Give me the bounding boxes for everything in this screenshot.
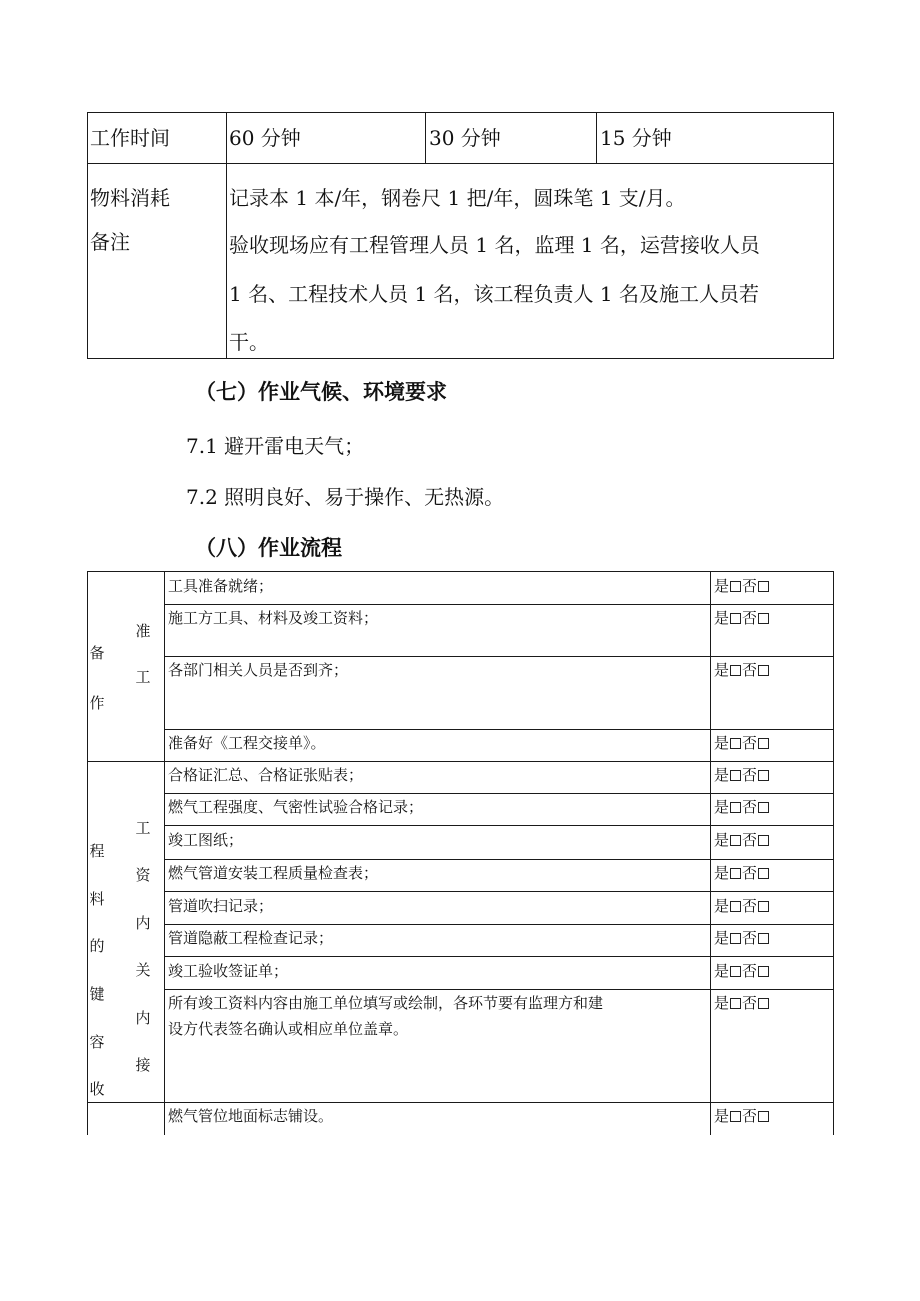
yes-no-option <box>714 661 770 679</box>
check-item: 准备好《工程交接单》。 <box>168 734 326 752</box>
no-checkbox[interactable] <box>758 901 769 912</box>
group2-label-col1-1: 程 <box>89 842 105 860</box>
group2-label-col2-1: 工 <box>135 819 151 837</box>
yes-no-option <box>714 962 770 980</box>
check-item: 燃气管位地面标志铺设。 <box>168 1107 334 1125</box>
check-item: 燃气工程强度、气密性试验合格记录； <box>168 798 424 816</box>
yes-label: 是 <box>714 798 730 816</box>
group2-label-col2-2: 资 <box>135 866 151 884</box>
group2-label-col2-5: 内 <box>135 1009 151 1027</box>
no-checkbox[interactable] <box>758 868 769 879</box>
row-label-remarks: 备注 <box>90 230 130 254</box>
no-checkbox[interactable] <box>758 1111 769 1122</box>
yes-checkbox[interactable] <box>730 738 741 749</box>
no-label: 否 <box>742 661 758 679</box>
remarks-line-3: 干。 <box>229 330 269 354</box>
yes-label: 是 <box>714 831 730 849</box>
no-checkbox[interactable] <box>758 770 769 781</box>
section-7-item-1: 7.1 避开雷电天气； <box>186 434 365 458</box>
no-checkbox[interactable] <box>758 581 769 592</box>
row-label-materials: 物料消耗 <box>90 186 170 210</box>
check-item: 竣工图纸； <box>168 831 244 849</box>
no-label: 否 <box>742 929 758 947</box>
yes-checkbox[interactable] <box>730 802 741 813</box>
section-7-heading: （七）作业气候、环境要求 <box>195 380 447 404</box>
group1-label-col2-2: 工 <box>135 668 151 686</box>
yes-no-option <box>714 609 770 627</box>
check-item: 各部门相关人员是否到齐； <box>168 661 349 679</box>
no-label: 否 <box>742 577 758 595</box>
no-checkbox[interactable] <box>758 613 769 624</box>
yes-checkbox[interactable] <box>730 613 741 624</box>
no-label: 否 <box>742 798 758 816</box>
check-item: 竣工验收签证单； <box>168 962 289 980</box>
yes-label: 是 <box>714 897 730 915</box>
check-item-line-1: 所有竣工资料内容由施工单位填写或绘制，各环节要有监理方和建 <box>168 994 604 1012</box>
remarks-line-2: 1 名、工程技术人员 1 名，该工程负责人 1 名及施工人员若 <box>229 282 759 306</box>
work-time-value-1: 60 分钟 <box>229 126 301 150</box>
yes-checkbox[interactable] <box>730 1111 741 1122</box>
no-label: 否 <box>742 962 758 980</box>
yes-label: 是 <box>714 1107 730 1125</box>
yes-label: 是 <box>714 661 730 679</box>
group2-label-col1-5: 容 <box>89 1033 105 1051</box>
no-checkbox[interactable] <box>758 933 769 944</box>
no-checkbox[interactable] <box>758 998 769 1009</box>
yes-label: 是 <box>714 609 730 627</box>
no-checkbox[interactable] <box>758 738 769 749</box>
no-checkbox[interactable] <box>758 966 769 977</box>
group2-label-col2-3: 内 <box>135 914 151 932</box>
yes-no-option <box>714 734 770 752</box>
yes-no-option <box>714 766 770 784</box>
group2-label-col1-6: 收 <box>89 1080 105 1098</box>
no-label: 否 <box>742 831 758 849</box>
yes-label: 是 <box>714 929 730 947</box>
yes-checkbox[interactable] <box>730 901 741 912</box>
yes-checkbox[interactable] <box>730 868 741 879</box>
yes-label: 是 <box>714 962 730 980</box>
yes-checkbox[interactable] <box>730 770 741 781</box>
row-label-work-time: 工作时间 <box>90 126 170 150</box>
group2-label-col2-6: 接 <box>135 1056 151 1074</box>
no-checkbox[interactable] <box>758 665 769 676</box>
yes-label: 是 <box>714 577 730 595</box>
group1-label-col2-1: 准 <box>135 622 151 640</box>
check-item: 工具准备就绪； <box>168 577 274 595</box>
yes-label: 是 <box>714 864 730 882</box>
group1-label-col1-1: 备 <box>89 644 105 662</box>
yes-no-option <box>714 994 770 1012</box>
check-item: 燃气管道安装工程质量检查表； <box>168 864 379 882</box>
yes-no-option <box>714 1107 770 1125</box>
remarks-line-1: 验收现场应有工程管理人员 1 名，监理 1 名，运营接收人员 <box>229 233 760 257</box>
yes-checkbox[interactable] <box>730 581 741 592</box>
no-label: 否 <box>742 897 758 915</box>
yes-label: 是 <box>714 734 730 752</box>
yes-no-option <box>714 864 770 882</box>
group2-label-col2-4: 关 <box>135 961 151 979</box>
yes-no-option <box>714 897 770 915</box>
check-item-line-2: 设方代表签名确认或相应单位盖章。 <box>168 1020 409 1038</box>
no-checkbox[interactable] <box>758 835 769 846</box>
yes-no-option <box>714 798 770 816</box>
yes-no-option <box>714 577 770 595</box>
yes-label: 是 <box>714 994 730 1012</box>
yes-checkbox[interactable] <box>730 665 741 676</box>
section-7-item-2: 7.2 照明良好、易于操作、无热源。 <box>186 485 505 509</box>
check-item: 管道隐蔽工程检查记录； <box>168 929 334 947</box>
yes-checkbox[interactable] <box>730 933 741 944</box>
check-item: 合格证汇总、合格证张贴表； <box>168 766 364 784</box>
no-label: 否 <box>742 766 758 784</box>
no-label: 否 <box>742 1107 758 1125</box>
yes-no-option <box>714 831 770 849</box>
yes-checkbox[interactable] <box>730 966 741 977</box>
group2-label-col1-3: 的 <box>89 937 105 955</box>
no-label: 否 <box>742 609 758 627</box>
check-item: 施工方工具、材料及竣工资料； <box>168 609 379 627</box>
section-8-heading: （八）作业流程 <box>195 536 342 560</box>
work-time-value-2: 30 分钟 <box>429 126 501 150</box>
check-item: 管道吹扫记录； <box>168 897 274 915</box>
no-label: 否 <box>742 994 758 1012</box>
group1-label-col1-2: 作 <box>89 694 105 712</box>
work-time-value-3: 15 分钟 <box>600 126 672 150</box>
group2-label-col1-2: 料 <box>89 890 105 908</box>
yes-checkbox[interactable] <box>730 998 741 1009</box>
materials-value: 记录本 1 本/年，钢卷尺 1 把/年，圆珠笔 1 支/月。 <box>229 186 686 210</box>
no-checkbox[interactable] <box>758 802 769 813</box>
no-label: 否 <box>742 864 758 882</box>
yes-label: 是 <box>714 766 730 784</box>
group2-label-col1-4: 键 <box>89 985 105 1003</box>
no-label: 否 <box>742 734 758 752</box>
yes-no-option <box>714 929 770 947</box>
yes-checkbox[interactable] <box>730 835 741 846</box>
